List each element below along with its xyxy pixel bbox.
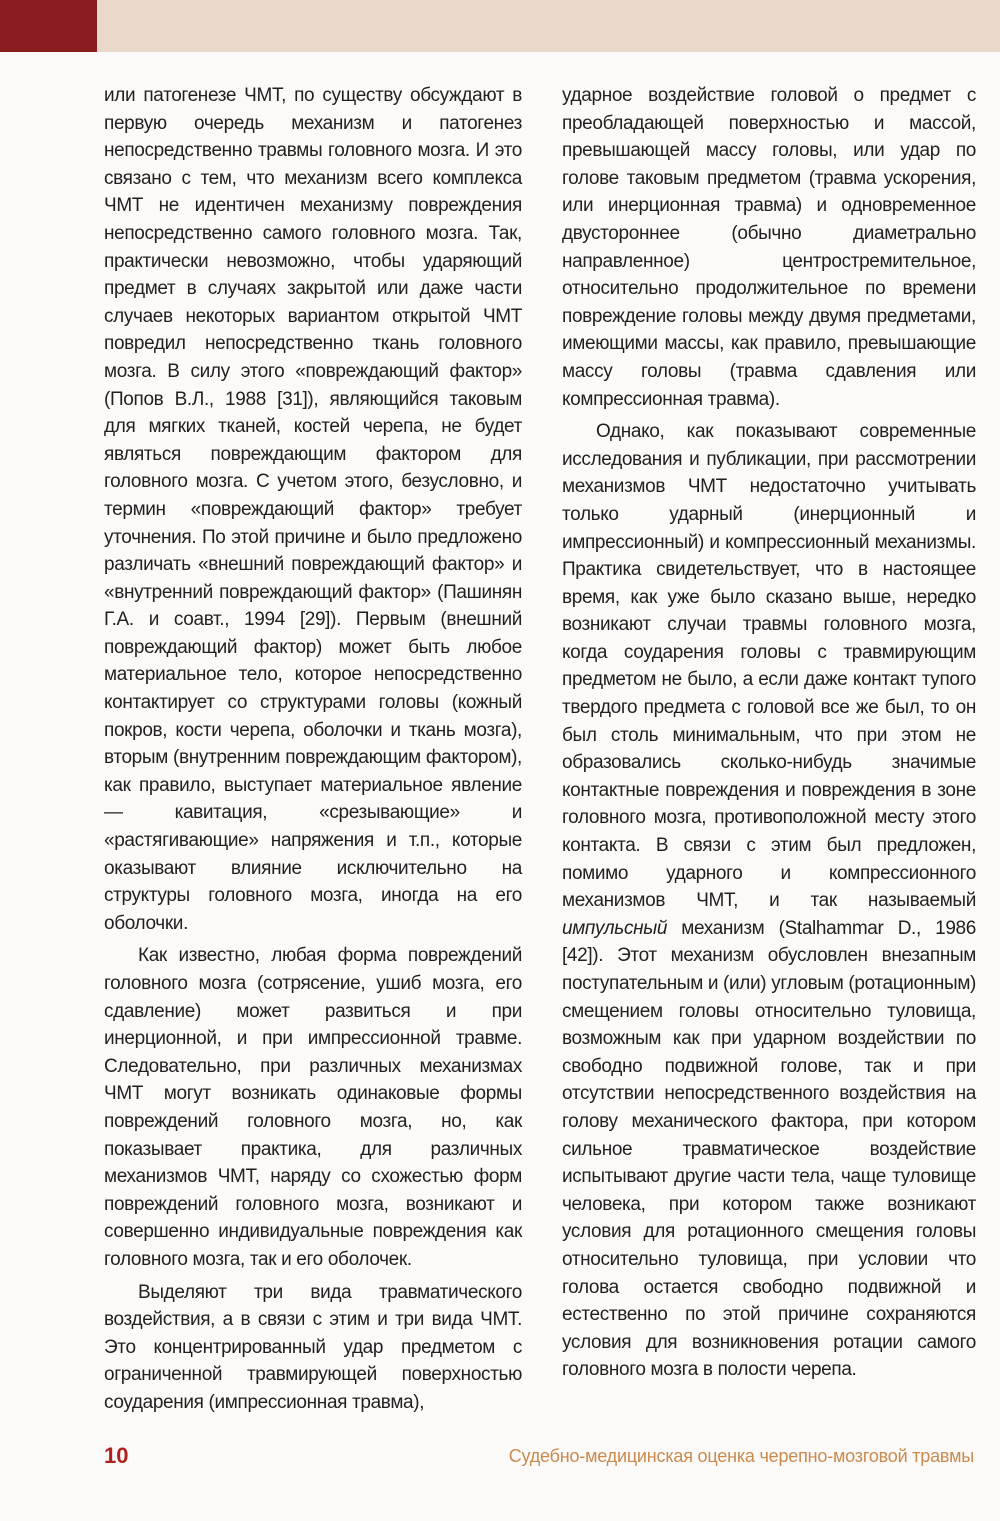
right-column bbox=[562, 82, 976, 1389]
right-paragraph-2 bbox=[562, 418, 976, 1384]
italic-term: импульсный bbox=[562, 917, 668, 939]
left-paragraph-2: Как известно, любая форма повреждений головного мозга (сотрясение, ушиб мозга, его сдавление) может развиться и при инерционной, и при импрессионной травме. Следовательно, при различных механизмах ЧМТ могут возникать одинаковые формы повреждений головного мозга, но, как показывает практика, для различных механизмов ЧМТ, наряду со схожестью форм повреждений головного мозга, возникают и совершенно индивидуальные повреждения как головного мозга, так и его оболочек. bbox=[104, 945, 522, 1270]
right-paragraph-2-start: Однако, как показывают современные исследования и публикации, при рассмотрении механизмов ЧМТ недостаточно учитывать только ударный (инерционный и импрессионный) и компрессионный механизмы. Практика свидетельствует, что в настоящее время, как уже было сказано выше, нередко возникают случаи травмы головного мозга, когда соударения головы с травмирующим предметом не было, а если даже контакт тупого твердого предмета с головой все же был, то он был столь минимальным, что при этом не образовались сколько-нибудь значимые контактные повреждения и повреждения в зоне головного мозга, противоположной месту этого контакта. В связи с этим был предложен, помимо ударного и компрессионного механизмов ЧМТ, и так называемый bbox=[562, 421, 976, 912]
right-paragraph-1: ударное воздействие головой о предмет с преобладающей поверхностью и массой, превышающей массу головы, или удар по голове таковым предметом (травма ускорения, или инерционная травма) и одновременное двустороннее (обычно диаметрально направленное) центростремительное, относительно продолжительное по времени повреждение головы между двумя предметами, имеющими массы, как правило, превышающие массу головы (травма сдавления или компрессионная травма). bbox=[562, 85, 976, 410]
header-band bbox=[0, 0, 1000, 52]
left-paragraph-3: Выделяют три вида травматического воздействия, а в связи с этим и три вида ЧМТ. Это концентрированный удар предметом с ограниченной травмирующей поверхностью соударения (импрессионная травма), bbox=[104, 1281, 522, 1413]
page-number: 10 bbox=[104, 1443, 129, 1468]
header-accent-block bbox=[0, 0, 97, 52]
left-paragraph-1: или патогенезе ЧМТ, по существу обсуждают в первую очередь механизм и патогенез непосредственно травмы головного мозга. И это связано с тем, что механизм всего комплекса ЧМТ не идентичен механизму повреждения непосредственно самого головного мозга. Так, практически невозможно, чтобы ударяющий предмет в случаях закрытой или даже части случаев некоторых вариантом открытой ЧМТ повредил непосредственно ткань головного мозга. В силу этого «повреждающий фактор» (Попов В.Л., 1988 [31]), являющийся таковым для мягких тканей, костей черепа, не будет являться повреждающим фактором для головного мозга. С учетом этого, безусловно, и термин «повреждающий фактор» требует уточнения. По этой причине и было предложено различать «внешний повреждающий фактор» и «внутренний повреждающий фактор» (Пашинян Г.А. и соавт., 1994 [29]). Первым (внешний повреждающий фактор) может быть любое материальное тело, которое непосредственно контактирует со структурами головы (кожный покров, кости черепа, оболочки и ткань мозга), вторым (внутренним повреждающим фактором), как правило, выступает материальное явление — кавитация, «срезывающие» и «растягивающие» напряжения и т.п., которые оказывают влияние исключительно на структуры головного мозга, иногда на его оболочки. bbox=[104, 85, 522, 934]
left-column bbox=[104, 82, 522, 1422]
right-paragraph-2-end: механизм (Stalhammar D., 1986 [42]). Этот механизм обусловлен внезапным поступательным и (или) угловым (ротационным) смещением головы относительно туловища, возможным как при ударном воздействии по свободно подвижной голове, так и при отсутствии непосредственного воздействия на голову механического фактора, при котором сильное травматическое воздействие испытывают другие части тела, чаще туловище человека, при котором также возникают условия для ротационного смещения головы относительно туловища, при условии что голова остается свободно подвижной и естественно по этой причине сохраняются условия для возникновения ротации самого головного мозга в полости черепа. bbox=[562, 917, 977, 1381]
page-footer bbox=[0, 1443, 1000, 1477]
running-title: Судебно-медицинская оценка черепно-мозговой травмы bbox=[508, 1446, 974, 1466]
